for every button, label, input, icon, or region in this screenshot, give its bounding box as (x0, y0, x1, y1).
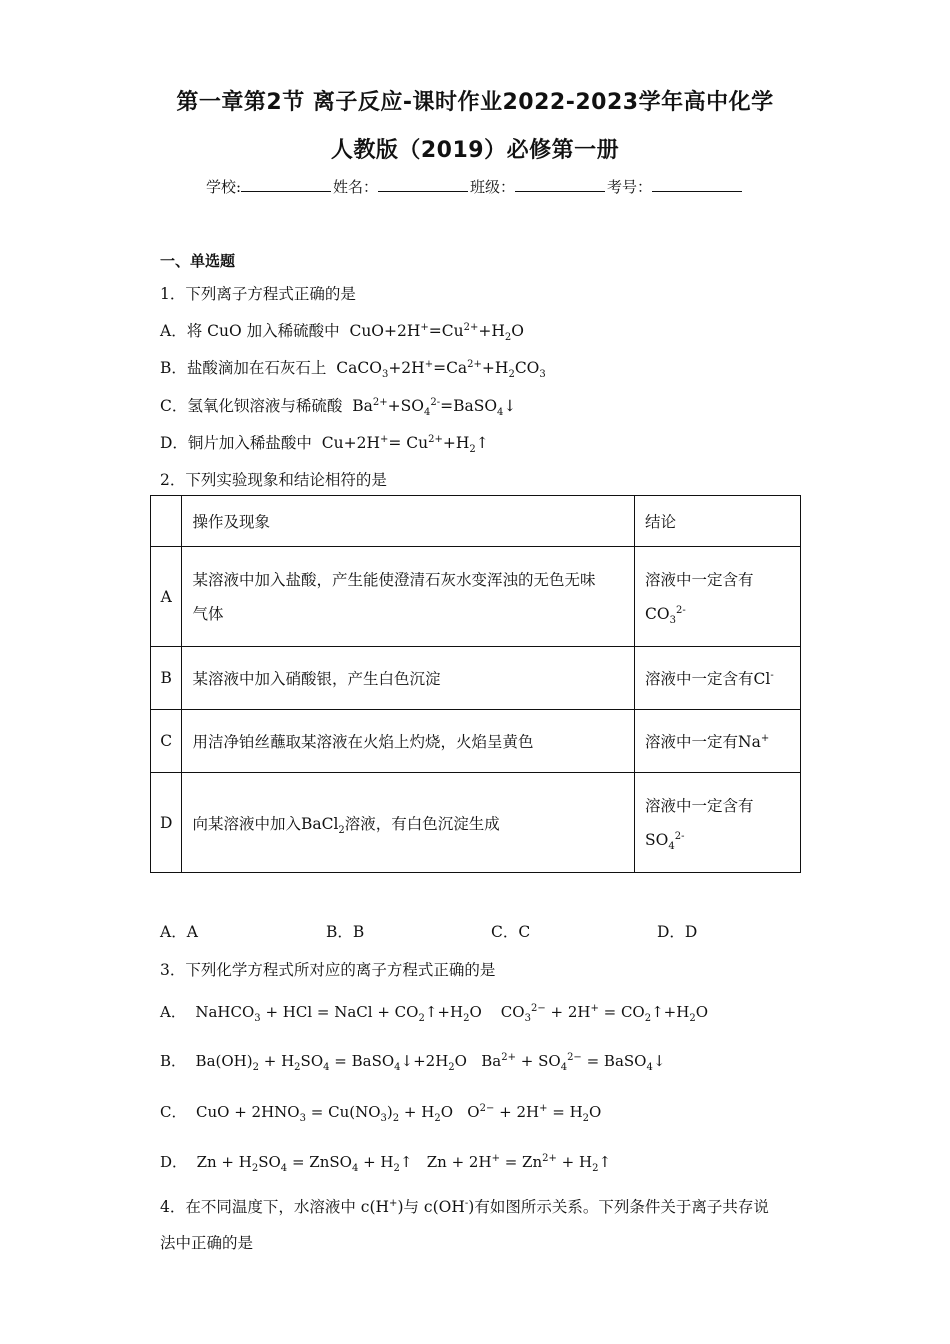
q1-option-d[interactable]: D．铜片加入稀盐酸中 $Cu+2H^+= Cu^{2+}+H_2↑$ (160, 433, 489, 456)
name-label: 姓名： (333, 178, 379, 196)
row-label: A (151, 547, 182, 647)
table-header-conc: 结论 (635, 496, 801, 547)
row-conc: 溶液中一定含有 $CO_3^{2-}$ (635, 547, 801, 647)
q4-stem-line1: 4．在不同温度下，水溶液中 c(H+)与 c(OH-)有如图所示关系。下列条件关于离子共存说 (160, 1197, 769, 1216)
q1-option-c[interactable]: C．氢氧化钡溶液与稀硫酸 $Ba^{2+}+SO_4^{2-}=BaSO_4↓$ (160, 396, 517, 419)
exam-no-label: 考号： (607, 178, 653, 196)
name-blank[interactable] (378, 177, 468, 192)
row-conc: 溶液中一定有Na+ (635, 710, 801, 773)
row-conc: 溶液中一定含有Cl- (635, 647, 801, 710)
q1-option-a[interactable]: A．将 CuO 加入稀硫酸中 $CuO+2H^+=Cu^{2+}+H_2O$ (160, 321, 524, 344)
page-title-line2: 人教版（2019）必修第一册 (330, 138, 620, 163)
q3-option-b[interactable]: B． $Ba(OH)_2 + H_2SO_4$ = $BaSO_4↓+2H_2O$ $Ba^{2+} + SO_4^{2-}$ = BaSO$_4$↓ (160, 1052, 666, 1073)
table-header-empty (151, 496, 182, 547)
table-row (151, 710, 801, 773)
table-header-row (151, 496, 801, 547)
student-info-line (0, 176, 950, 197)
q2-stem: 2．下列实验现象和结论相符的是 (160, 471, 387, 489)
q3-stem: 3．下列化学方程式所对应的离子方程式正确的是 (160, 961, 496, 979)
q3-option-c[interactable]: C． CuO + $2HNO_3 = Cu(NO_3)_2 + H_2O$ $O^{2-} + 2H^+ = H_2O$ (160, 1103, 602, 1124)
table-row (151, 547, 801, 647)
q2-choice-a[interactable]: A．A (160, 923, 198, 941)
row-op: 某溶液中加入硝酸银，产生白色沉淀 (182, 647, 635, 710)
row-op: 向某溶液中加入BaCl$_2$溶液，有白色沉淀生成 (182, 773, 635, 873)
class-label: 班级： (470, 178, 516, 196)
exam-no-blank[interactable] (652, 177, 742, 192)
table-row (151, 647, 801, 710)
table-header-op: 操作及现象 (182, 496, 635, 547)
school-label: 学校: (205, 178, 241, 196)
q3-option-a[interactable]: A． NaHCO$_3$ + HCl = NaCl + $CO_2↑+H_2O$ $CO_3^{2-} + 2H^+$ = $CO_2↑+H_2O$ (160, 1003, 709, 1024)
q2-choice-b[interactable]: B．B (326, 923, 365, 941)
section-heading: 一、单选题 (160, 252, 236, 270)
q1-stem: 1．下列离子方程式正确的是 (160, 285, 356, 303)
row-label: C (151, 710, 182, 773)
class-blank[interactable] (515, 177, 605, 192)
school-blank[interactable] (241, 177, 331, 192)
row-conc: 溶液中一定含有 $SO_4^{2-}$ (635, 773, 801, 873)
page-title-line1: 第一章第2节 离子反应-课时作业2022-2023学年高中化学 (176, 90, 774, 115)
q4-stem-line2: 法中正确的是 (160, 1234, 254, 1252)
q1-option-b[interactable]: B．盐酸滴加在石灰石上 $CaCO_3+2H^+=Ca^{2+}+H_2CO_3$ (160, 358, 546, 381)
row-label: B (151, 647, 182, 710)
q2-choice-d[interactable]: D．D (657, 923, 698, 941)
row-label: D (151, 773, 182, 873)
row-op: 某溶液中加入盐酸，产生能使澄清石灰水变浑浊的无色无味 气体 (182, 547, 635, 647)
table-row (151, 773, 801, 873)
q2-table (150, 495, 801, 873)
row-op: 用洁净铂丝蘸取某溶液在火焰上灼烧，火焰呈黄色 (182, 710, 635, 773)
q2-choice-c[interactable]: C．C (491, 923, 531, 941)
q3-option-d[interactable]: D． $Zn + H_2SO_4$ = ZnSO$_4$ + $H_2↑$ $Zn + 2H^+ = Zn^{2+}$ + $H_2↑$ (160, 1153, 612, 1174)
